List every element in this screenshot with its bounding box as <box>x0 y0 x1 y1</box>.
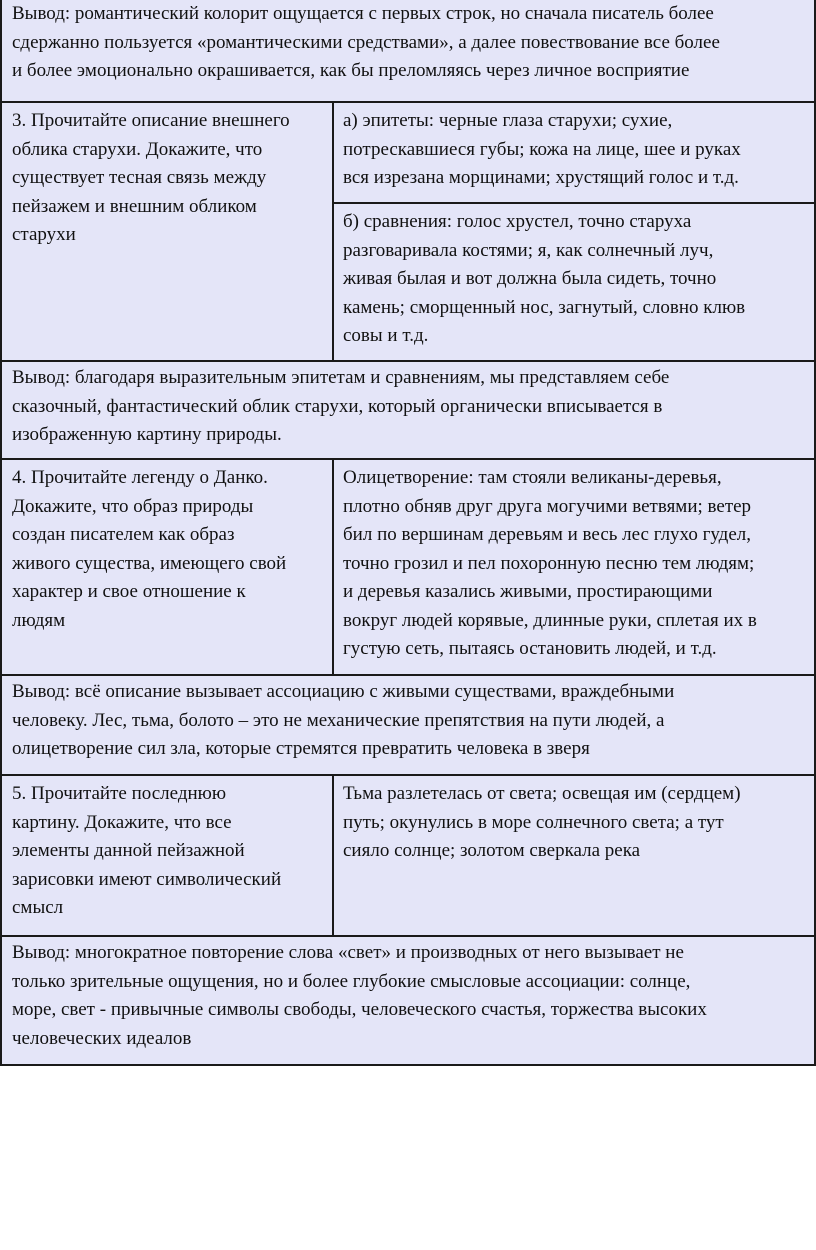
epithets-line-1: а) эпитеты: черные глаза старухи; сухие, <box>343 110 673 131</box>
task-3-question-line-5: старухи <box>12 224 76 245</box>
task-3-question-line-3: существует тесная связь между <box>12 167 267 188</box>
table-row-conclusion-3 <box>0 676 816 776</box>
conclusion-text-1 <box>12 0 720 86</box>
task-4-question-line-1: 4. Прочитайте легенду о Данко. <box>12 467 268 488</box>
conclusion-4-line-1: Вывод: многократное повторение слова «свет» и производных от него вызывает не <box>12 942 684 963</box>
column-divider <box>332 776 334 935</box>
task-3-answer-epithets <box>343 107 741 193</box>
personification-line-4: точно грозил и пел похоронную песню тем людям; <box>343 552 755 574</box>
task-5-question-line-3: элементы данной пейзажной <box>12 840 245 861</box>
task-4-question-line-6: людям <box>12 609 66 631</box>
conclusion-3-line-2: человеку. Лес, тьма, болото – это не механические препятствия на пути людей, а <box>12 709 665 731</box>
conclusion-1-line-2: сдержанно пользуется «романтическими средствами», а далее повествование все более <box>12 31 720 53</box>
personification-line-7: густую сеть, пытаясь остановить людей, и т.д. <box>343 638 717 659</box>
task-3-question <box>12 107 290 250</box>
conclusion-1-line-1: Вывод: романтический колорит ощущается с первых строк, но сначала писатель более <box>12 3 714 24</box>
personification-line-1: Олицетворение: там стояли великаны-деревья, <box>343 467 722 488</box>
task-3-question-line-1: 3. Прочитайте описание внешнего <box>12 110 290 131</box>
table-row-task-5 <box>0 776 816 937</box>
task-3-question-line-2: облика старухи. Докажите, что <box>12 138 263 160</box>
personification-line-2: плотно обняв друг друга могучими ветвями; ветер <box>343 495 752 517</box>
task-4-question-line-3: создан писателем как образ <box>12 524 235 545</box>
conclusion-text-2 <box>12 364 669 450</box>
comparisons-line-4: камень; сморщенный нос, загнутый, словно клюв <box>343 296 746 318</box>
task-5-question-line-5: смысл <box>12 897 64 918</box>
column-divider <box>332 460 334 674</box>
table-row-conclusion-4 <box>0 937 816 1066</box>
task-5-question-line-1: 5. Прочитайте последнюю <box>12 783 227 804</box>
conclusion-1-line-3: и более эмоционально окрашивается, как бы преломляясь через личное восприятие <box>12 60 690 81</box>
task-5-question-line-4: зарисовки имеют символический <box>12 868 282 890</box>
conclusion-3-line-3: олицетворение сил зла, которые стремятся превратить человека в зверя <box>12 738 590 759</box>
table-row-conclusion-1 <box>0 0 816 103</box>
personification-line-6: вокруг людей корявые, длинные руки, сплетая их в <box>343 609 757 631</box>
comparisons-line-5: совы и т.д. <box>343 325 429 346</box>
conclusion-text-4 <box>12 939 707 1053</box>
personification-line-5: и деревья казались живыми, простирающими <box>343 581 713 602</box>
symbols-line-3: сияло солнце; золотом сверкала река <box>343 840 641 861</box>
conclusion-2-line-1: Вывод: благодаря выразительным эпитетам и сравнениям, мы представляем себе <box>12 367 670 388</box>
personification-line-3: бил по вершинам деревьям и весь лес глухо гудел, <box>343 524 751 545</box>
task-3-question-line-4: пейзажем и внешним обликом <box>12 195 257 217</box>
conclusion-4-line-4: человеческих идеалов <box>12 1027 192 1049</box>
symbols-line-1: Тьма разлетелась от света; освещая им (сердцем) <box>343 783 741 804</box>
task-5-question-line-2: картину. Докажите, что все <box>12 811 232 833</box>
epithets-line-3: вся изрезана морщинами; хрустящий голос и т.д. <box>343 167 739 188</box>
column-divider <box>332 103 334 360</box>
conclusion-2-line-3: изображенную картину природы. <box>12 424 282 445</box>
comparisons-line-1: б) сравнения: голос хрустел, точно старуха <box>343 211 692 232</box>
task-4-answer-personification <box>343 464 757 664</box>
conclusion-text-3 <box>12 678 674 764</box>
task-4-question-line-5: характер и свое отношение к <box>12 581 246 602</box>
conclusion-2-line-2: сказочный, фантастический облик старухи, который органически вписывается в <box>12 395 663 417</box>
task-3-answer-comparisons <box>343 208 745 351</box>
table-row-conclusion-2 <box>0 362 816 460</box>
task-4-question-line-2: Докажите, что образ природы <box>12 495 254 517</box>
task-5-question <box>12 780 281 923</box>
symbols-line-2: путь; окунулись в море солнечного света; а тут <box>343 811 724 833</box>
conclusion-4-line-3: море, свет - привычные символы свободы, человеческого счастья, торжества высоких <box>12 999 707 1020</box>
conclusion-4-line-2: только зрительные ощущения, но и более глубокие смысловые ассоциации: солнце, <box>12 970 691 992</box>
task-4-question <box>12 464 286 635</box>
epithets-line-2: потрескавшиеся губы; кожа на лице, шее и руках <box>343 138 741 160</box>
table-row-task-4 <box>0 460 816 676</box>
task-4-question-line-4: живого существа, имеющего свой <box>12 552 287 574</box>
answer-divider <box>332 202 814 204</box>
comparisons-line-3: живая былая и вот должна была сидеть, точно <box>343 268 717 289</box>
table-row-task-3 <box>0 103 816 362</box>
task-5-answer-symbols <box>343 780 741 866</box>
conclusion-3-line-1: Вывод: всё описание вызывает ассоциацию с живыми существами, враждебными <box>12 681 675 702</box>
comparisons-line-2: разговаривала костями; я, как солнечный луч, <box>343 239 714 261</box>
